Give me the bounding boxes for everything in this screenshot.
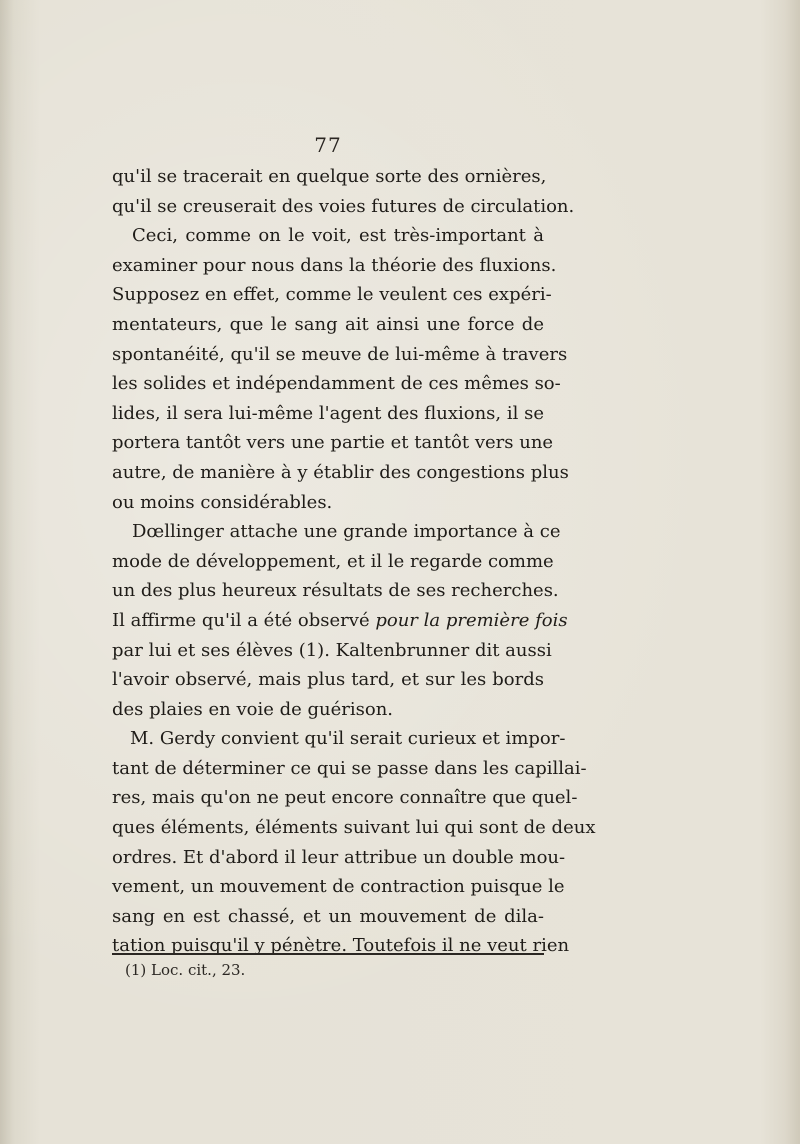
text-line: ou moins considérables. (112, 491, 333, 513)
text-line: Ceci, comme on le voit, est très-important à (132, 225, 544, 247)
text-line: mentateurs, que le sang ait ainsi une force de (112, 313, 544, 335)
text-line: les solides et indépendamment de ces mêmes so- (112, 373, 561, 395)
italic-phrase: pour la première fois (375, 609, 568, 631)
text-line: ques éléments, éléments suivant lui qui sont de deux (112, 817, 596, 839)
text-line: vement, un mouvement de contraction puisque le (112, 876, 565, 898)
text-line: autre, de manière à y établir des congestions plus (112, 461, 569, 483)
text-line: sang en est chassé, et un mouvement de dila- (112, 905, 544, 927)
text-line: mode de développement, et il le regarde comme (112, 550, 554, 572)
text-line: spontanéité, qu'il se meuve de lui-même à travers (112, 343, 568, 365)
text-line (112, 606, 568, 636)
text-line: tant de déterminer ce qui se passe dans les capillai- (112, 757, 587, 779)
text-line: des plaies en voie de guérison. (112, 698, 394, 720)
text-line: tation puisqu'il y pénètre. Toutefois il ne veut rien (112, 935, 570, 957)
text-line: portera tantôt vers une partie et tantôt vers une (112, 432, 554, 454)
text-line: qu'il se creuserait des voies futures de circulation. (112, 195, 575, 217)
text-line: lides, il sera lui-même l'agent des fluxions, il se (112, 402, 544, 424)
text-line: par lui et ses élèves (1). Kaltenbrunner dit aussi (112, 639, 552, 661)
text-line: examiner pour nous dans la théorie des fluxions. (112, 254, 557, 276)
footnote: (1) Loc. cit., 23. (125, 961, 246, 979)
page-number: 77 (314, 133, 342, 157)
body-text (112, 162, 596, 961)
text-line: Dœllinger attache une grande importance à ce (132, 521, 561, 543)
text-line: M. Gerdy convient qu'il serait curieux et impor- (130, 728, 566, 750)
text-line-start: Il affirme qu'il a été observé (112, 609, 370, 631)
footnote-divider (112, 953, 544, 955)
text-line: un des plus heureux résultats de ses recherches. (112, 580, 559, 602)
text-line: Supposez en effet, comme le veulent ces expéri- (112, 284, 552, 306)
text-line: ordres. Et d'abord il leur attribue un double mou- (112, 846, 566, 868)
text-line: res, mais qu'on ne peut encore connaître que quel- (112, 787, 578, 809)
text-line: l'avoir observé, mais plus tard, et sur les bords (112, 669, 544, 691)
text-line: qu'il se tracerait en quelque sorte des ornières, (112, 166, 547, 187)
